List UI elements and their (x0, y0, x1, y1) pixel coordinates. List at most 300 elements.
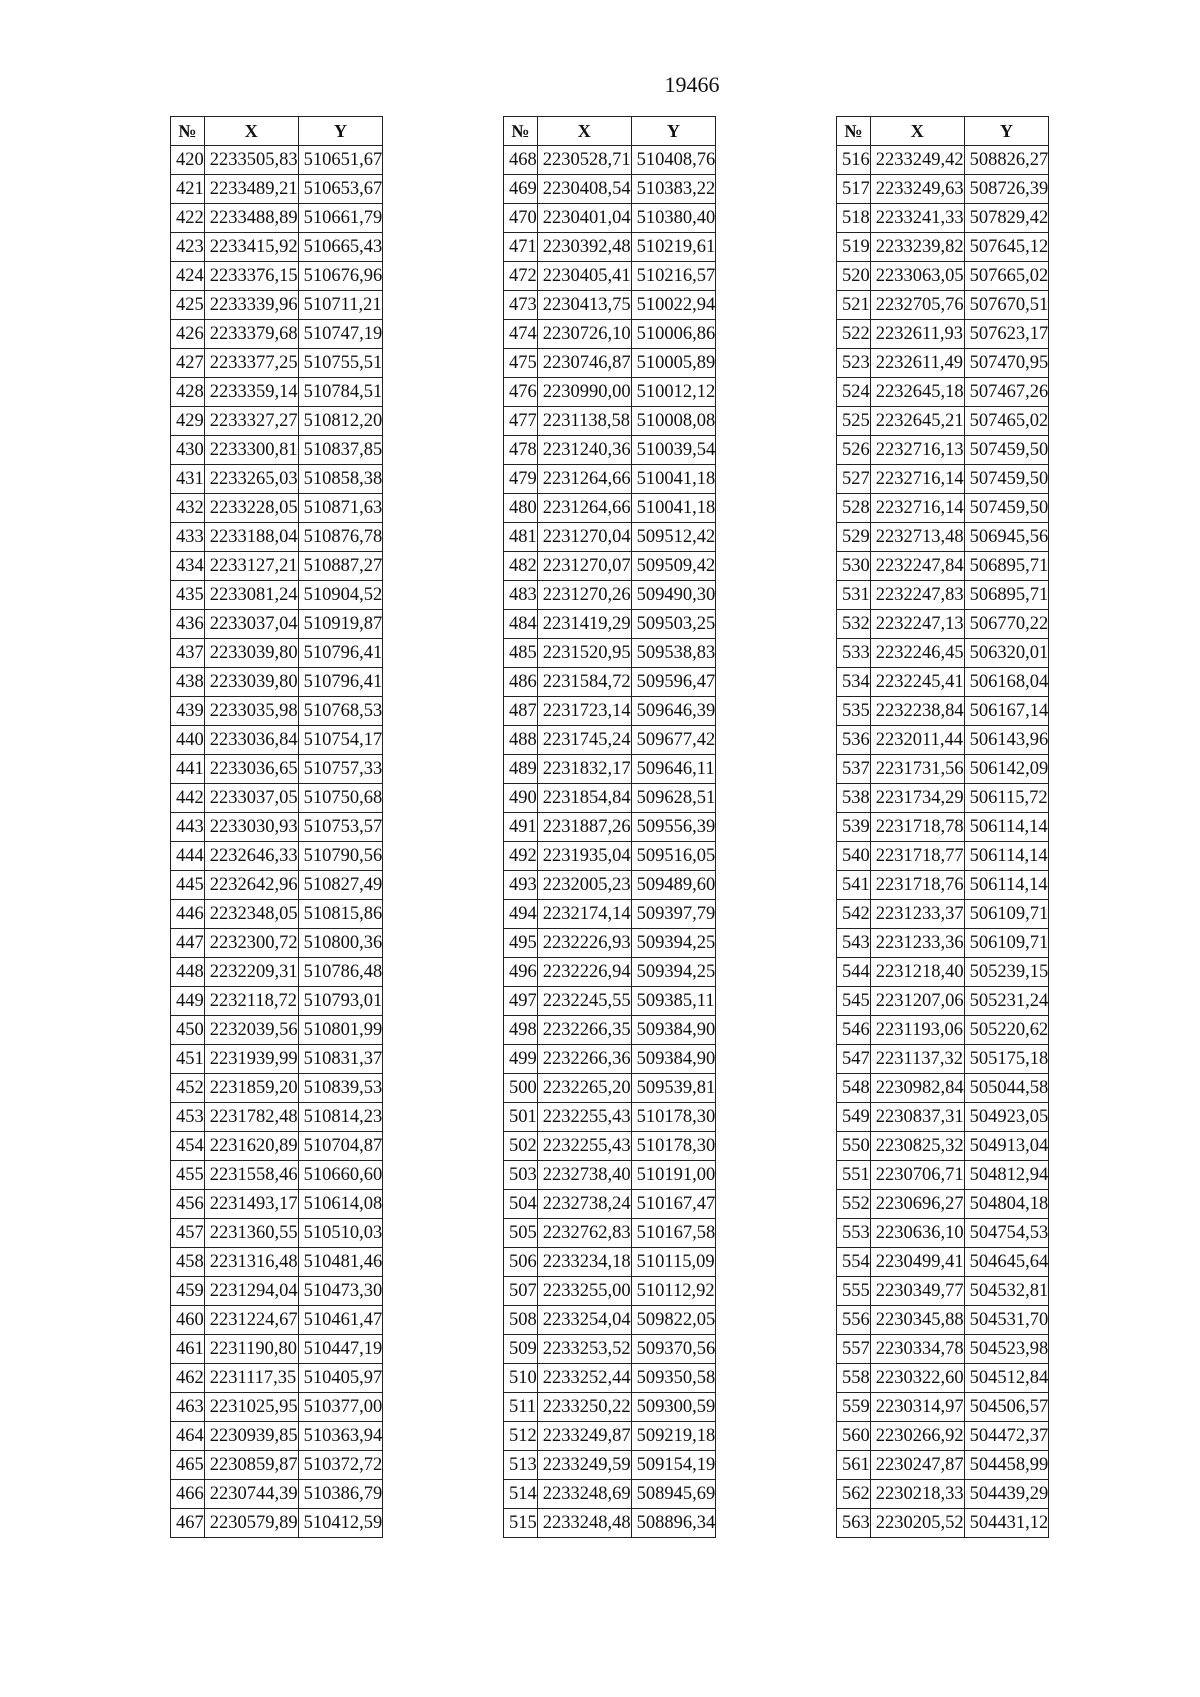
x-coordinate-cell: 2233415,92 (204, 233, 298, 262)
y-coordinate-cell: 510887,27 (298, 552, 383, 581)
table-row (837, 900, 1049, 929)
x-coordinate-cell: 2231025,95 (204, 1393, 298, 1422)
table-row (504, 755, 716, 784)
y-coordinate-cell: 504754,53 (964, 1219, 1049, 1248)
point-number-cell: 453 (171, 1103, 205, 1132)
x-coordinate-cell: 2232713,48 (870, 523, 964, 552)
table-row (504, 1335, 716, 1364)
point-number-cell: 537 (837, 755, 871, 784)
table-row (504, 146, 716, 175)
x-coordinate-cell: 2231117,35 (204, 1364, 298, 1393)
table-row (504, 929, 716, 958)
table-row (171, 842, 383, 871)
table-row (837, 726, 1049, 755)
header-x: X (870, 117, 964, 146)
y-coordinate-cell: 504506,57 (964, 1393, 1049, 1422)
x-coordinate-cell: 2230401,04 (537, 204, 631, 233)
x-coordinate-cell: 2232255,43 (537, 1132, 631, 1161)
x-coordinate-cell: 2232738,40 (537, 1161, 631, 1190)
x-coordinate-cell: 2231935,04 (537, 842, 631, 871)
x-coordinate-cell: 2233241,33 (870, 204, 964, 233)
point-number-cell: 470 (504, 204, 538, 233)
table-row (837, 349, 1049, 378)
y-coordinate-cell: 504458,99 (964, 1451, 1049, 1480)
point-number-cell: 467 (171, 1509, 205, 1538)
y-coordinate-cell: 504512,84 (964, 1364, 1049, 1393)
y-coordinate-cell: 510115,09 (631, 1248, 716, 1277)
table-row (837, 610, 1049, 639)
table-row (504, 494, 716, 523)
point-number-cell: 495 (504, 929, 538, 958)
point-number-cell: 437 (171, 639, 205, 668)
point-number-cell: 438 (171, 668, 205, 697)
table-row (171, 871, 383, 900)
point-number-cell: 559 (837, 1393, 871, 1422)
point-number-cell: 452 (171, 1074, 205, 1103)
table-row (504, 1016, 716, 1045)
point-number-cell: 539 (837, 813, 871, 842)
y-coordinate-cell: 510753,57 (298, 813, 383, 842)
table-row (504, 1451, 716, 1480)
table-row (171, 1016, 383, 1045)
x-coordinate-cell: 2231270,26 (537, 581, 631, 610)
point-number-cell: 484 (504, 610, 538, 639)
point-number-cell: 481 (504, 523, 538, 552)
y-coordinate-cell: 510757,33 (298, 755, 383, 784)
x-coordinate-cell: 2233030,93 (204, 813, 298, 842)
point-number-cell: 454 (171, 1132, 205, 1161)
table-row (837, 494, 1049, 523)
y-coordinate-cell: 508726,39 (964, 175, 1049, 204)
y-coordinate-cell: 510167,58 (631, 1219, 716, 1248)
point-number-cell: 526 (837, 436, 871, 465)
table-row (504, 1103, 716, 1132)
x-coordinate-cell: 2233188,04 (204, 523, 298, 552)
y-coordinate-cell: 504923,05 (964, 1103, 1049, 1132)
coordinate-table-2 (503, 116, 716, 1538)
x-coordinate-cell: 2231620,89 (204, 1132, 298, 1161)
table-row (837, 175, 1049, 204)
point-number-cell: 520 (837, 262, 871, 291)
table-row (171, 784, 383, 813)
y-coordinate-cell: 510216,57 (631, 262, 716, 291)
y-coordinate-cell: 510363,94 (298, 1422, 383, 1451)
table-row (171, 581, 383, 610)
table-row (504, 1045, 716, 1074)
y-coordinate-cell: 510812,20 (298, 407, 383, 436)
y-coordinate-cell: 507459,50 (964, 494, 1049, 523)
y-coordinate-cell: 504645,64 (964, 1248, 1049, 1277)
y-coordinate-cell: 507645,12 (964, 233, 1049, 262)
point-number-cell: 442 (171, 784, 205, 813)
x-coordinate-cell: 2233377,25 (204, 349, 298, 378)
table-row (171, 1161, 383, 1190)
y-coordinate-cell: 510858,38 (298, 465, 383, 494)
table-row (504, 1393, 716, 1422)
x-coordinate-cell: 2233249,42 (870, 146, 964, 175)
y-coordinate-cell: 509677,42 (631, 726, 716, 755)
table-row (837, 929, 1049, 958)
point-number-cell: 430 (171, 436, 205, 465)
table-row (504, 581, 716, 610)
y-coordinate-cell: 506320,01 (964, 639, 1049, 668)
y-coordinate-cell: 510012,12 (631, 378, 716, 407)
y-coordinate-cell: 506115,72 (964, 784, 1049, 813)
x-coordinate-cell: 2230205,52 (870, 1509, 964, 1538)
x-coordinate-cell: 2233248,69 (537, 1480, 631, 1509)
x-coordinate-cell: 2232255,43 (537, 1103, 631, 1132)
x-coordinate-cell: 2232118,72 (204, 987, 298, 1016)
point-number-cell: 517 (837, 175, 871, 204)
table-header-row (837, 117, 1049, 146)
y-coordinate-cell: 510461,47 (298, 1306, 383, 1335)
point-number-cell: 494 (504, 900, 538, 929)
point-number-cell: 479 (504, 465, 538, 494)
y-coordinate-cell: 509394,25 (631, 958, 716, 987)
point-number-cell: 515 (504, 1509, 538, 1538)
y-coordinate-cell: 505220,62 (964, 1016, 1049, 1045)
point-number-cell: 532 (837, 610, 871, 639)
x-coordinate-cell: 2230314,97 (870, 1393, 964, 1422)
point-number-cell: 523 (837, 349, 871, 378)
table-row (837, 291, 1049, 320)
table-row (171, 349, 383, 378)
point-number-cell: 521 (837, 291, 871, 320)
point-number-cell: 472 (504, 262, 538, 291)
x-coordinate-cell: 2233039,80 (204, 668, 298, 697)
x-coordinate-cell: 2231718,77 (870, 842, 964, 871)
x-coordinate-cell: 2233228,05 (204, 494, 298, 523)
y-coordinate-cell: 509394,25 (631, 929, 716, 958)
point-number-cell: 451 (171, 1045, 205, 1074)
table-row (504, 175, 716, 204)
point-number-cell: 497 (504, 987, 538, 1016)
y-coordinate-cell: 505044,58 (964, 1074, 1049, 1103)
table-row (171, 1451, 383, 1480)
x-coordinate-cell: 2231584,72 (537, 668, 631, 697)
table-row (837, 1248, 1049, 1277)
table-row (171, 1277, 383, 1306)
table-row (504, 291, 716, 320)
y-coordinate-cell: 506895,71 (964, 552, 1049, 581)
table-row (171, 1045, 383, 1074)
table-row (504, 262, 716, 291)
table-row (504, 900, 716, 929)
table-row (837, 1422, 1049, 1451)
point-number-cell: 435 (171, 581, 205, 610)
y-coordinate-cell: 507670,51 (964, 291, 1049, 320)
table-row (504, 1074, 716, 1103)
point-number-cell: 545 (837, 987, 871, 1016)
y-coordinate-cell: 505175,18 (964, 1045, 1049, 1074)
table-row (504, 1132, 716, 1161)
y-coordinate-cell: 510814,23 (298, 1103, 383, 1132)
y-coordinate-cell: 510660,60 (298, 1161, 383, 1190)
table-row (837, 378, 1049, 407)
y-coordinate-cell: 510661,79 (298, 204, 383, 233)
point-number-cell: 546 (837, 1016, 871, 1045)
x-coordinate-cell: 2231270,07 (537, 552, 631, 581)
x-coordinate-cell: 2233249,63 (870, 175, 964, 204)
x-coordinate-cell: 2231233,36 (870, 929, 964, 958)
y-coordinate-cell: 510039,54 (631, 436, 716, 465)
point-number-cell: 563 (837, 1509, 871, 1538)
y-coordinate-cell: 509489,60 (631, 871, 716, 900)
header-y: Y (964, 117, 1049, 146)
table-row (171, 262, 383, 291)
header-x: X (204, 117, 298, 146)
x-coordinate-cell: 2231854,84 (537, 784, 631, 813)
point-number-cell: 424 (171, 262, 205, 291)
y-coordinate-cell: 510447,19 (298, 1335, 383, 1364)
y-coordinate-cell: 506168,04 (964, 668, 1049, 697)
point-number-cell: 505 (504, 1219, 538, 1248)
table-row (504, 639, 716, 668)
table-row (171, 320, 383, 349)
point-number-cell: 471 (504, 233, 538, 262)
table-row (837, 958, 1049, 987)
table-row (171, 726, 383, 755)
x-coordinate-cell: 2230349,77 (870, 1277, 964, 1306)
y-coordinate-cell: 510790,56 (298, 842, 383, 871)
table-row (504, 1161, 716, 1190)
point-number-cell: 500 (504, 1074, 538, 1103)
table-row (504, 726, 716, 755)
table-row (837, 697, 1049, 726)
point-number-cell: 498 (504, 1016, 538, 1045)
point-number-cell: 506 (504, 1248, 538, 1277)
y-coordinate-cell: 509154,19 (631, 1451, 716, 1480)
y-coordinate-cell: 509300,59 (631, 1393, 716, 1422)
point-number-cell: 551 (837, 1161, 871, 1190)
x-coordinate-cell: 2230322,60 (870, 1364, 964, 1393)
x-coordinate-cell: 2232716,14 (870, 465, 964, 494)
y-coordinate-cell: 510711,21 (298, 291, 383, 320)
table-header-row (171, 117, 383, 146)
table-row (171, 1393, 383, 1422)
y-coordinate-cell: 505231,24 (964, 987, 1049, 1016)
table-row (504, 871, 716, 900)
point-number-cell: 449 (171, 987, 205, 1016)
point-number-cell: 485 (504, 639, 538, 668)
point-number-cell: 512 (504, 1422, 538, 1451)
point-number-cell: 445 (171, 871, 205, 900)
x-coordinate-cell: 2230990,00 (537, 378, 631, 407)
x-coordinate-cell: 2232645,18 (870, 378, 964, 407)
table-row (837, 1161, 1049, 1190)
table-row (837, 1480, 1049, 1509)
point-number-cell: 429 (171, 407, 205, 436)
y-coordinate-cell: 507665,02 (964, 262, 1049, 291)
x-coordinate-cell: 2231745,24 (537, 726, 631, 755)
x-coordinate-cell: 2231193,06 (870, 1016, 964, 1045)
x-coordinate-cell: 2233234,18 (537, 1248, 631, 1277)
point-number-cell: 480 (504, 494, 538, 523)
table-row (837, 1509, 1049, 1538)
table-row (837, 204, 1049, 233)
header-y: Y (631, 117, 716, 146)
y-coordinate-cell: 509556,39 (631, 813, 716, 842)
x-coordinate-cell: 2232005,23 (537, 871, 631, 900)
table-row (837, 639, 1049, 668)
table-row (171, 987, 383, 1016)
point-number-cell: 533 (837, 639, 871, 668)
point-number-cell: 473 (504, 291, 538, 320)
y-coordinate-cell: 509628,51 (631, 784, 716, 813)
x-coordinate-cell: 2231887,26 (537, 813, 631, 842)
y-coordinate-cell: 509384,90 (631, 1016, 716, 1045)
header-x: X (537, 117, 631, 146)
table-row (504, 465, 716, 494)
x-coordinate-cell: 2232300,72 (204, 929, 298, 958)
y-coordinate-cell: 510008,08 (631, 407, 716, 436)
point-number-cell: 441 (171, 755, 205, 784)
point-number-cell: 443 (171, 813, 205, 842)
x-coordinate-cell: 2231264,66 (537, 494, 631, 523)
table-row (504, 697, 716, 726)
y-coordinate-cell: 510022,94 (631, 291, 716, 320)
x-coordinate-cell: 2231233,37 (870, 900, 964, 929)
y-coordinate-cell: 510408,76 (631, 146, 716, 175)
header-y: Y (298, 117, 383, 146)
x-coordinate-cell: 2231218,40 (870, 958, 964, 987)
table-row (837, 1219, 1049, 1248)
table-row (837, 784, 1049, 813)
y-coordinate-cell: 504523,98 (964, 1335, 1049, 1364)
x-coordinate-cell: 2232011,44 (870, 726, 964, 755)
y-coordinate-cell: 510755,51 (298, 349, 383, 378)
point-number-cell: 552 (837, 1190, 871, 1219)
table-row (837, 1103, 1049, 1132)
table-row (837, 233, 1049, 262)
point-number-cell: 531 (837, 581, 871, 610)
table-row (504, 1364, 716, 1393)
y-coordinate-cell: 510704,87 (298, 1132, 383, 1161)
point-number-cell: 469 (504, 175, 538, 204)
point-number-cell: 507 (504, 1277, 538, 1306)
table-row (504, 349, 716, 378)
x-coordinate-cell: 2232238,84 (870, 697, 964, 726)
y-coordinate-cell: 507470,95 (964, 349, 1049, 378)
point-number-cell: 519 (837, 233, 871, 262)
table-row (837, 755, 1049, 784)
point-number-cell: 488 (504, 726, 538, 755)
point-number-cell: 491 (504, 813, 538, 842)
y-coordinate-cell: 510801,99 (298, 1016, 383, 1045)
y-coordinate-cell: 507459,50 (964, 465, 1049, 494)
y-coordinate-cell: 510653,67 (298, 175, 383, 204)
point-number-cell: 486 (504, 668, 538, 697)
y-coordinate-cell: 510904,52 (298, 581, 383, 610)
x-coordinate-cell: 2233488,89 (204, 204, 298, 233)
x-coordinate-cell: 2233376,15 (204, 262, 298, 291)
point-number-cell: 560 (837, 1422, 871, 1451)
y-coordinate-cell: 508896,34 (631, 1509, 716, 1538)
y-coordinate-cell: 506945,56 (964, 523, 1049, 552)
table-row (171, 146, 383, 175)
y-coordinate-cell: 506114,14 (964, 813, 1049, 842)
x-coordinate-cell: 2231832,17 (537, 755, 631, 784)
y-coordinate-cell: 510827,49 (298, 871, 383, 900)
y-coordinate-cell: 504531,70 (964, 1306, 1049, 1335)
x-coordinate-cell: 2231718,78 (870, 813, 964, 842)
table-row (171, 1103, 383, 1132)
point-number-cell: 518 (837, 204, 871, 233)
point-number-cell: 555 (837, 1277, 871, 1306)
y-coordinate-cell: 508826,27 (964, 146, 1049, 175)
x-coordinate-cell: 2231723,14 (537, 697, 631, 726)
y-coordinate-cell: 509538,83 (631, 639, 716, 668)
x-coordinate-cell: 2233250,22 (537, 1393, 631, 1422)
point-number-cell: 529 (837, 523, 871, 552)
x-coordinate-cell: 2233249,59 (537, 1451, 631, 1480)
table-row (504, 1509, 716, 1538)
y-coordinate-cell: 509596,47 (631, 668, 716, 697)
x-coordinate-cell: 2231316,48 (204, 1248, 298, 1277)
x-coordinate-cell: 2230345,88 (870, 1306, 964, 1335)
x-coordinate-cell: 2230837,31 (870, 1103, 964, 1132)
table-row (171, 378, 383, 407)
y-coordinate-cell: 504913,04 (964, 1132, 1049, 1161)
point-number-cell: 524 (837, 378, 871, 407)
y-coordinate-cell: 510219,61 (631, 233, 716, 262)
table-row (171, 639, 383, 668)
y-coordinate-cell: 510006,86 (631, 320, 716, 349)
table-row (504, 842, 716, 871)
x-coordinate-cell: 2233081,24 (204, 581, 298, 610)
table-row (171, 494, 383, 523)
y-coordinate-cell: 510412,59 (298, 1509, 383, 1538)
point-number-cell: 501 (504, 1103, 538, 1132)
point-number-cell: 548 (837, 1074, 871, 1103)
y-coordinate-cell: 510837,85 (298, 436, 383, 465)
y-coordinate-cell: 507829,42 (964, 204, 1049, 233)
x-coordinate-cell: 2233248,48 (537, 1509, 631, 1538)
y-coordinate-cell: 510651,67 (298, 146, 383, 175)
table-row (504, 784, 716, 813)
table-row (171, 900, 383, 929)
point-number-cell: 558 (837, 1364, 871, 1393)
table-row (837, 1190, 1049, 1219)
table-row (171, 1219, 383, 1248)
table-row (837, 1277, 1049, 1306)
y-coordinate-cell: 510178,30 (631, 1103, 716, 1132)
y-coordinate-cell: 510768,53 (298, 697, 383, 726)
table-row (504, 813, 716, 842)
point-number-cell: 465 (171, 1451, 205, 1480)
y-coordinate-cell: 509397,79 (631, 900, 716, 929)
table-row (171, 1422, 383, 1451)
y-coordinate-cell: 509219,18 (631, 1422, 716, 1451)
x-coordinate-cell: 2232265,20 (537, 1074, 631, 1103)
table-row (504, 1277, 716, 1306)
table-row (171, 1190, 383, 1219)
table-row (504, 552, 716, 581)
y-coordinate-cell: 507623,17 (964, 320, 1049, 349)
x-coordinate-cell: 2230528,71 (537, 146, 631, 175)
y-coordinate-cell: 509646,39 (631, 697, 716, 726)
point-number-cell: 557 (837, 1335, 871, 1364)
table-row (837, 1074, 1049, 1103)
point-number-cell: 482 (504, 552, 538, 581)
point-number-cell: 468 (504, 146, 538, 175)
header-number: № (171, 117, 205, 146)
point-number-cell: 542 (837, 900, 871, 929)
point-number-cell: 508 (504, 1306, 538, 1335)
point-number-cell: 544 (837, 958, 871, 987)
x-coordinate-cell: 2231493,17 (204, 1190, 298, 1219)
y-coordinate-cell: 504431,12 (964, 1509, 1049, 1538)
